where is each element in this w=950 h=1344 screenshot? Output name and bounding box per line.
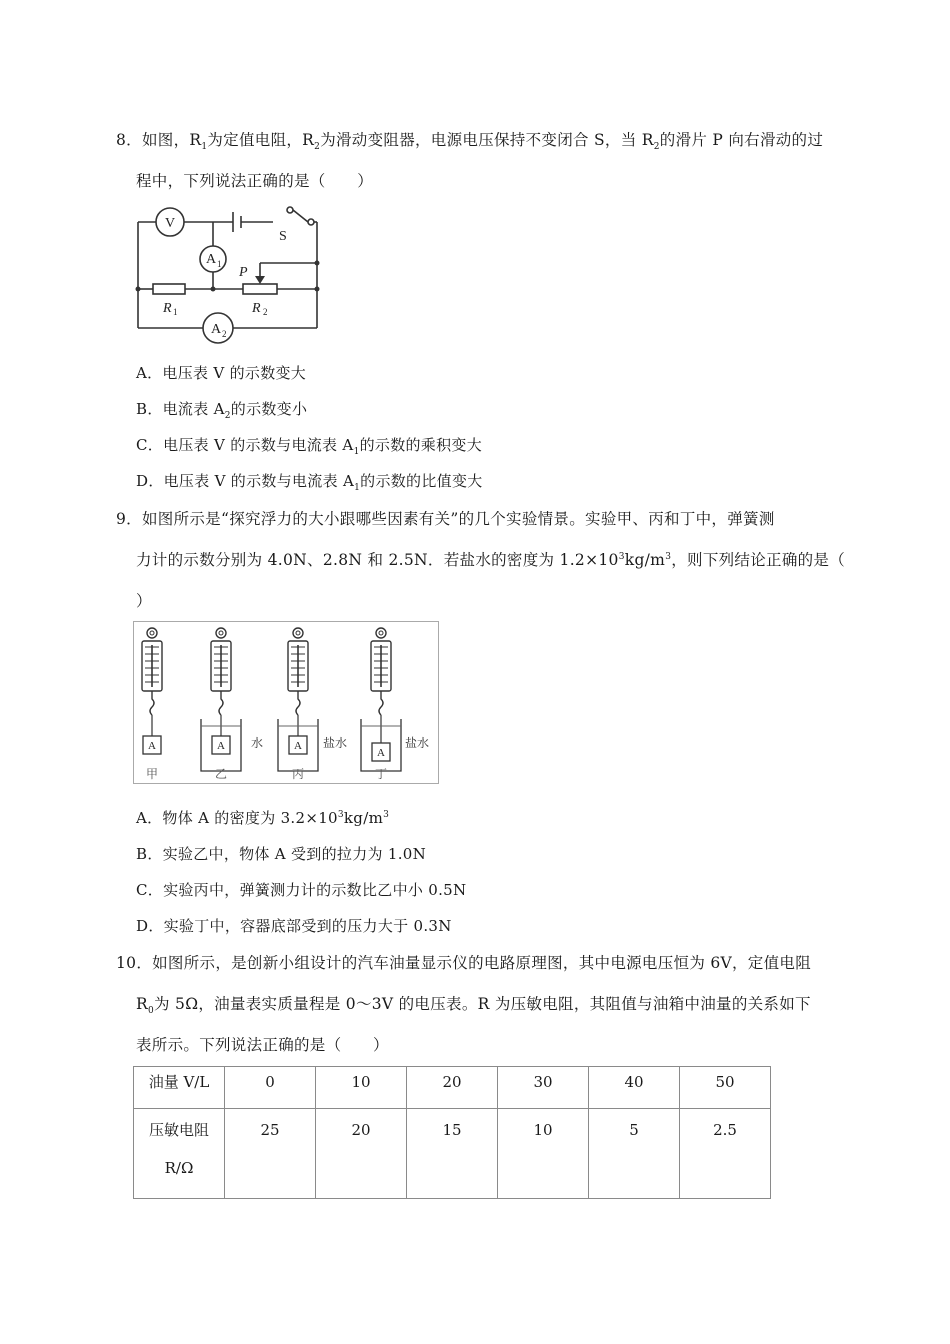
svg-text:2: 2 bbox=[263, 307, 268, 317]
q9-number: 9． bbox=[116, 510, 142, 528]
q9-stem-line3: ） bbox=[136, 592, 152, 610]
table-cell: 40 bbox=[589, 1067, 680, 1109]
table-cell: 50 bbox=[680, 1067, 771, 1109]
switch-label: S bbox=[279, 229, 287, 244]
table-cell: 30 bbox=[498, 1067, 589, 1109]
q8-stem-line1: 8．如图，$R_1$为定值电阻，$R_2$为滑动变阻器，电源电压保持不变闭合 S，当 $R_2$的滑片 P 向右滑动的过 bbox=[116, 131, 824, 153]
svg-text:2: 2 bbox=[222, 329, 227, 339]
block-a-label-bing: A bbox=[294, 740, 302, 752]
caption-jia: 甲 bbox=[145, 767, 159, 781]
table-cell: 25 bbox=[225, 1109, 316, 1199]
block-a-label-ding: A bbox=[377, 747, 385, 759]
q9-option-a: A．物体 A 的密度为 $3.2\times 10^3kg/m^3$ bbox=[136, 809, 390, 827]
r2-label: R bbox=[252, 301, 261, 316]
q8-circuit-diagram bbox=[133, 200, 329, 346]
ammeter-a2-label: A bbox=[211, 322, 222, 337]
slider-p-label: P bbox=[239, 265, 248, 280]
caption-bing: 丙 bbox=[291, 767, 305, 781]
oil-resistance-table bbox=[133, 1066, 771, 1199]
ammeter-a1-label: A bbox=[206, 252, 217, 267]
q8-option-a: A．电压表 V 的示数变大 bbox=[136, 364, 307, 382]
table-row bbox=[134, 1067, 771, 1109]
table-cell: 2.5 bbox=[680, 1109, 771, 1199]
q8-option-b: B．电流表 $A_2$的示数变小 bbox=[136, 400, 308, 421]
q9-option-c: C．实验丙中，弹簧测力计的示数比乙中小 0.5N bbox=[136, 881, 467, 899]
table-cell: 15 bbox=[407, 1109, 498, 1199]
table-cell: 10 bbox=[316, 1067, 407, 1109]
table-cell: 20 bbox=[316, 1109, 407, 1199]
table-header-resistance: 压敏电阻 R/Ω bbox=[134, 1109, 225, 1199]
q9-stem-line2: 力计的示数分别为 4.0N、2.8N 和 2.5N．若盐水的密度为 $1.2\times 10^3kg/m^3$，则下列结论正确的是（ bbox=[136, 551, 846, 569]
caption-ding: 丁 bbox=[374, 767, 388, 781]
q9-stem-line1: 9．如图所示是“探究浮力的大小跟哪些因素有关”的几个实验情景。实验甲、丙和丁中，弹簧测 bbox=[116, 510, 775, 528]
svg-text:1: 1 bbox=[173, 307, 178, 317]
r1-label: R bbox=[163, 301, 172, 316]
liquid-label-saltwater-2: 盐水 bbox=[405, 736, 430, 750]
block-a-label-yi: A bbox=[217, 740, 225, 752]
q10-number: 10． bbox=[116, 954, 153, 972]
table-cell: 20 bbox=[407, 1067, 498, 1109]
q10-stem-line1: 10．如图所示，是创新小组设计的汽车油量显示仪的电路原理图，其中电源电压恒为 6V，定值电阻 bbox=[116, 954, 812, 972]
q9-option-b: B．实验乙中，物体 A 受到的拉力为 1.0N bbox=[136, 845, 427, 863]
q9-option-d: D．实验丁中，容器底部受到的压力大于 0.3N bbox=[136, 917, 452, 935]
table-cell: 5 bbox=[589, 1109, 680, 1199]
svg-text:1: 1 bbox=[217, 259, 222, 269]
liquid-label-water: 水 bbox=[251, 736, 264, 750]
q10-stem-line2: $R_0$为 5Ω，油量表实质量程是 0～3V 的电压表。R 为压敏电阻，其阻值与油箱中油量的关系如下 bbox=[136, 995, 811, 1017]
caption-yi: 乙 bbox=[214, 767, 228, 781]
block-a-label-jia: A bbox=[148, 740, 156, 752]
table-row bbox=[134, 1109, 771, 1199]
table-cell: 0 bbox=[225, 1067, 316, 1109]
q9-buoyancy-experiment-figure bbox=[133, 621, 439, 784]
table-header-volume: 油量 V/L bbox=[134, 1067, 225, 1109]
liquid-label-saltwater-1: 盐水 bbox=[323, 736, 348, 750]
q8-stem-line2: 程中，下列说法正确的是（ ） bbox=[136, 172, 374, 190]
table-cell: 10 bbox=[498, 1109, 589, 1199]
q8-number: 8． bbox=[116, 131, 142, 149]
q8-option-c: C．电压表 V 的示数与电流表 $A_1$的示数的乘积变大 bbox=[136, 436, 482, 457]
q10-stem-line3: 表所示。下列说法正确的是（ ） bbox=[136, 1036, 389, 1054]
voltmeter-label: V bbox=[165, 216, 176, 231]
q8-option-d: D．电压表 V 的示数与电流表 $A_1$的示数的比值变大 bbox=[136, 472, 483, 493]
